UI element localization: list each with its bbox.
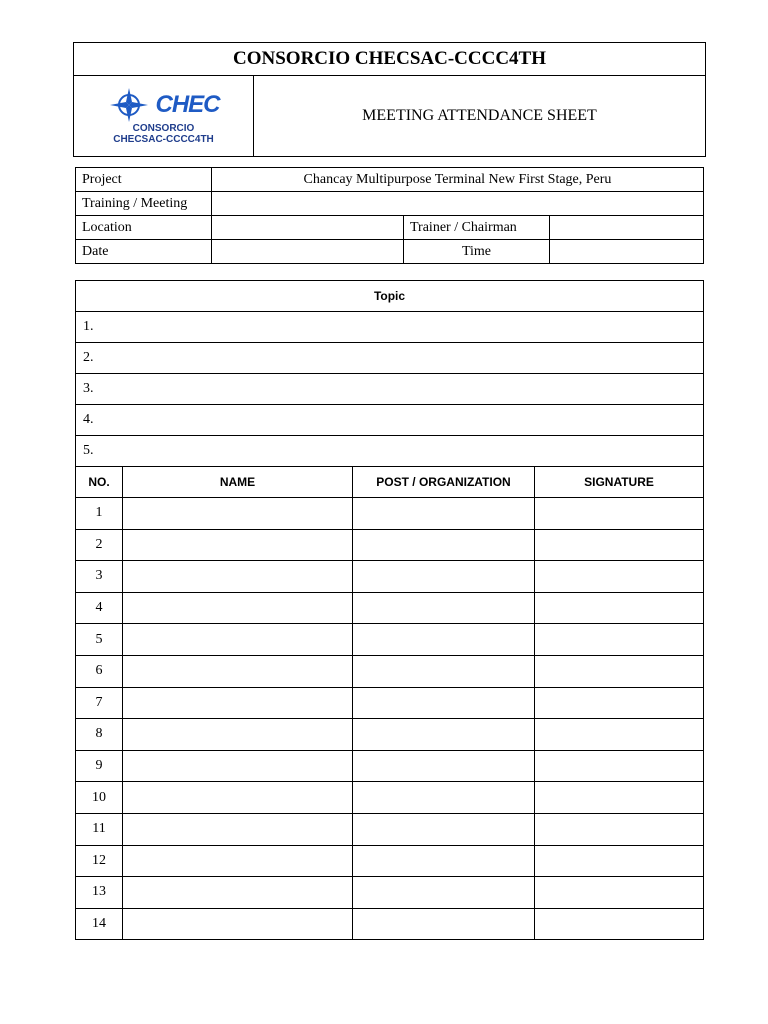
row-number: 11: [76, 813, 123, 845]
topic-item[interactable]: 5.: [76, 436, 704, 467]
table-row: [76, 908, 704, 940]
table-row: [76, 561, 704, 593]
post-cell[interactable]: [353, 845, 535, 877]
attendance-rows: [76, 498, 704, 940]
row-number: 9: [76, 750, 123, 782]
col-header-signature: SIGNATURE: [535, 467, 704, 498]
logo-cell: [74, 76, 254, 157]
logo-line1: CONSORCIO: [132, 123, 195, 134]
attendance-table: [75, 280, 704, 940]
name-cell[interactable]: [123, 877, 353, 909]
topic-item[interactable]: 3.: [76, 374, 704, 405]
name-cell[interactable]: [123, 845, 353, 877]
name-cell[interactable]: [123, 561, 353, 593]
project-value[interactable]: Chancay Multipurpose Terminal New First Stage, Peru: [212, 168, 704, 192]
table-row: [76, 687, 704, 719]
table-row: [76, 719, 704, 751]
post-cell[interactable]: [353, 498, 535, 530]
name-cell[interactable]: [123, 719, 353, 751]
row-number: 10: [76, 782, 123, 814]
training-value[interactable]: [212, 192, 704, 216]
name-cell[interactable]: [123, 908, 353, 940]
signature-cell[interactable]: [535, 561, 704, 593]
post-cell[interactable]: [353, 561, 535, 593]
table-row: [76, 498, 704, 530]
info-table: [75, 167, 704, 264]
row-number: 8: [76, 719, 123, 751]
time-value[interactable]: [550, 240, 704, 264]
signature-cell[interactable]: [535, 750, 704, 782]
name-cell[interactable]: [123, 655, 353, 687]
name-cell[interactable]: [123, 498, 353, 530]
post-cell[interactable]: [353, 529, 535, 561]
name-cell[interactable]: [123, 687, 353, 719]
time-label: Time: [404, 240, 550, 264]
signature-cell[interactable]: [535, 498, 704, 530]
post-cell[interactable]: [353, 877, 535, 909]
signature-cell[interactable]: [535, 624, 704, 656]
project-label: Project: [76, 168, 212, 192]
table-row: [76, 877, 704, 909]
row-number: 13: [76, 877, 123, 909]
post-cell[interactable]: [353, 813, 535, 845]
signature-cell[interactable]: [535, 592, 704, 624]
post-cell[interactable]: [353, 655, 535, 687]
trainer-label: Trainer / Chairman: [404, 216, 550, 240]
company-title: CONSORCIO CHECSAC-CCCC4TH: [74, 43, 706, 76]
table-row: [76, 624, 704, 656]
post-cell[interactable]: [353, 719, 535, 751]
topic-item[interactable]: 4.: [76, 405, 704, 436]
name-cell[interactable]: [123, 813, 353, 845]
name-cell[interactable]: [123, 750, 353, 782]
date-label: Date: [76, 240, 212, 264]
signature-cell[interactable]: [535, 529, 704, 561]
table-row: [76, 655, 704, 687]
post-cell[interactable]: [353, 782, 535, 814]
row-number: 4: [76, 592, 123, 624]
row-number: 7: [76, 687, 123, 719]
table-row: [76, 813, 704, 845]
row-number: 5: [76, 624, 123, 656]
table-row: [76, 592, 704, 624]
date-value[interactable]: [212, 240, 404, 264]
table-row: [76, 782, 704, 814]
col-header-name: NAME: [123, 467, 353, 498]
row-number: 14: [76, 908, 123, 940]
table-row: [76, 845, 704, 877]
row-number: 1: [76, 498, 123, 530]
signature-cell[interactable]: [535, 687, 704, 719]
post-cell[interactable]: [353, 687, 535, 719]
signature-cell[interactable]: [535, 655, 704, 687]
location-label: Location: [76, 216, 212, 240]
company-logo: [74, 87, 253, 145]
signature-cell[interactable]: [535, 813, 704, 845]
post-cell[interactable]: [353, 750, 535, 782]
table-row: [76, 529, 704, 561]
row-number: 2: [76, 529, 123, 561]
signature-cell[interactable]: [535, 782, 704, 814]
location-value[interactable]: [212, 216, 404, 240]
col-header-no: NO.: [76, 467, 123, 498]
topic-item[interactable]: 1.: [76, 312, 704, 343]
trainer-value[interactable]: [550, 216, 704, 240]
header-table: [73, 42, 706, 157]
name-cell[interactable]: [123, 624, 353, 656]
col-header-post: POST / ORGANIZATION: [353, 467, 535, 498]
row-number: 6: [76, 655, 123, 687]
post-cell[interactable]: [353, 592, 535, 624]
post-cell[interactable]: [353, 624, 535, 656]
signature-cell[interactable]: [535, 877, 704, 909]
signature-cell[interactable]: [535, 908, 704, 940]
compass-star-icon: [107, 87, 151, 123]
name-cell[interactable]: [123, 592, 353, 624]
logo-mark: CHEC: [155, 91, 220, 118]
table-row: [76, 750, 704, 782]
row-number: 12: [76, 845, 123, 877]
name-cell[interactable]: [123, 529, 353, 561]
topic-heading: Topic: [76, 281, 704, 312]
signature-cell[interactable]: [535, 719, 704, 751]
post-cell[interactable]: [353, 908, 535, 940]
row-number: 3: [76, 561, 123, 593]
training-label: Training / Meeting: [76, 192, 212, 216]
logo-line2: CHECSAC-CCCC4TH: [113, 134, 214, 145]
sheet-title: MEETING ATTENDANCE SHEET: [254, 76, 706, 157]
name-cell[interactable]: [123, 782, 353, 814]
topic-item[interactable]: 2.: [76, 343, 704, 374]
signature-cell[interactable]: [535, 845, 704, 877]
